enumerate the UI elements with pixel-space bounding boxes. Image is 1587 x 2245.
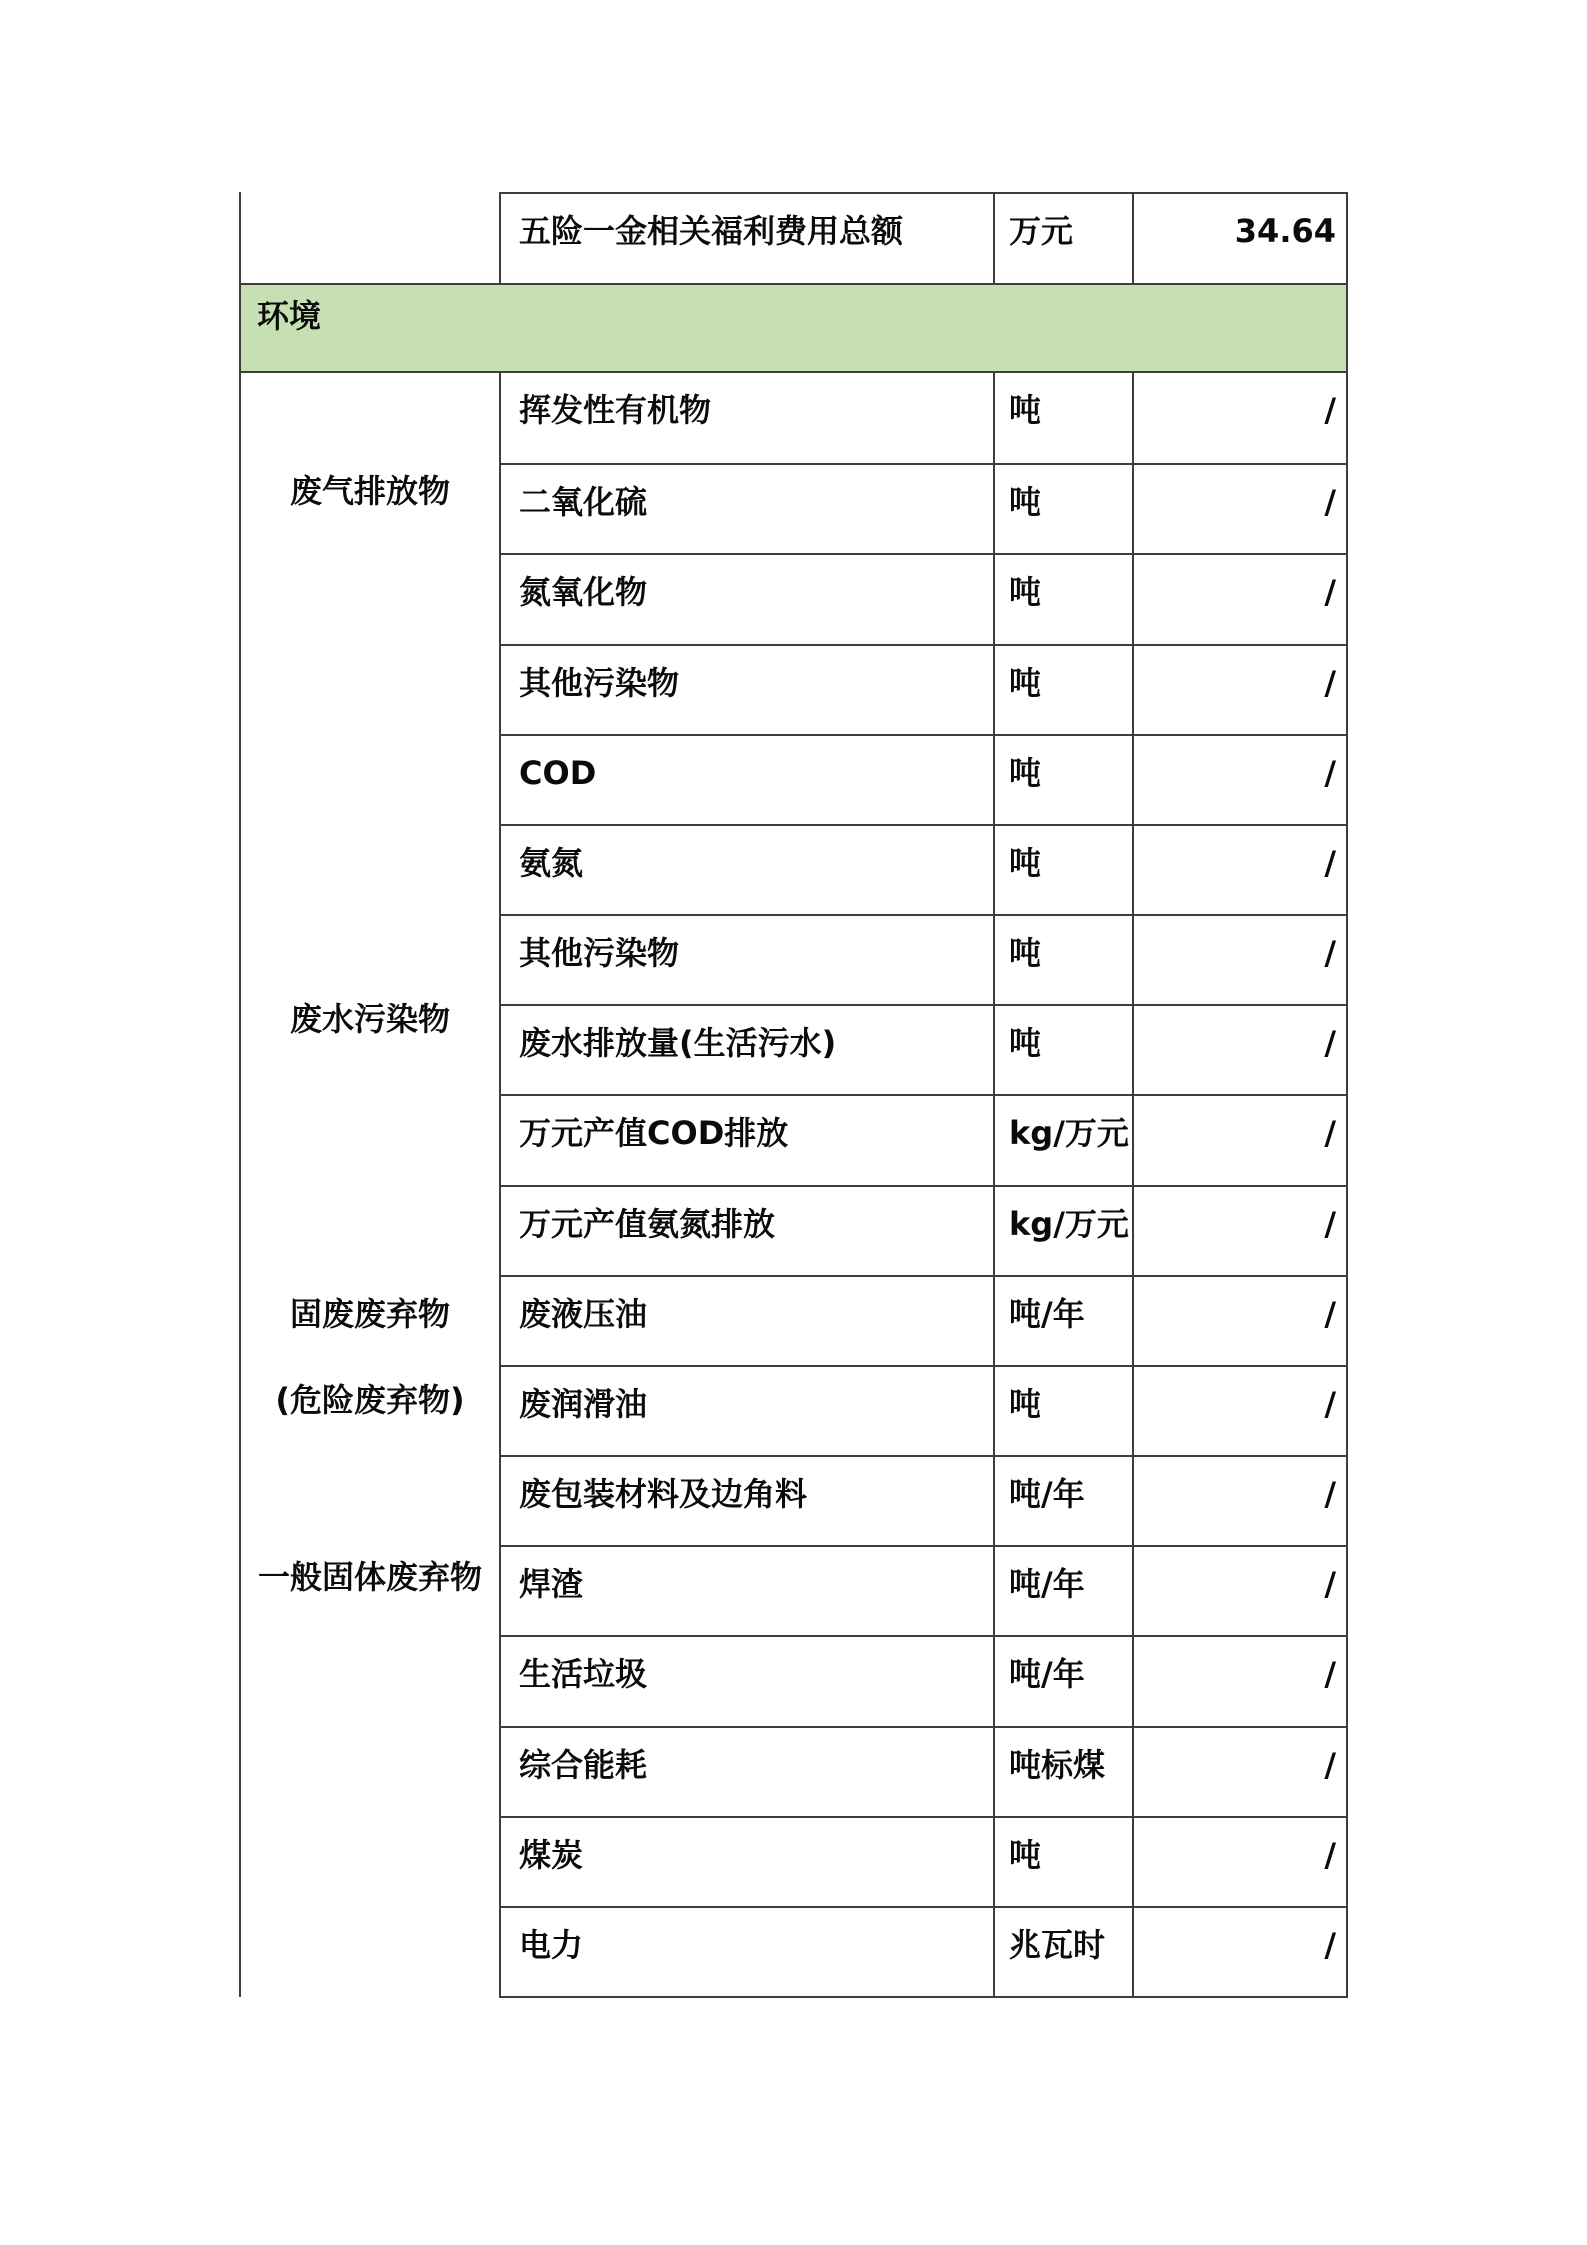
unit-cell: kg/万元 [993,1094,1132,1184]
value-cell: / [1132,1906,1346,1996]
unit-cell: 吨 [993,1004,1132,1094]
indicator-cell: 焊渣 [499,1545,993,1635]
indicator-cell: 电力 [499,1906,993,1996]
value-cell: / [1132,1816,1346,1906]
indicator-cell: 废润滑油 [499,1365,993,1455]
unit-cell: 万元 [993,194,1132,283]
table-row [499,644,1346,734]
section-title: 环境 [257,297,322,335]
unit-cell: 吨/年 [993,1545,1132,1635]
indicator-cell: 挥发性有机物 [499,373,993,463]
unit-cell: 吨 [993,1365,1132,1455]
unit-cell: 吨 [993,914,1132,1004]
value-cell: / [1132,644,1346,734]
unit-cell: 吨 [993,824,1132,914]
value-cell: / [1132,1185,1346,1275]
section-header-environment [239,283,1348,373]
indicator-cell: 二氧化硫 [499,463,993,553]
indicator-cell: 综合能耗 [499,1726,993,1816]
value-cell: / [1132,1726,1346,1816]
table-row [499,1455,1346,1545]
category-label-waste-gas: 废气排放物 [289,472,451,510]
value-cell: / [1132,1365,1346,1455]
table-row [499,1816,1346,1906]
indicator-cell: 其他污染物 [499,644,993,734]
table-row [499,373,1346,463]
table-row [499,824,1346,914]
value-cell: / [1132,824,1346,914]
category-label-solid-waste: 固废废弃物 [289,1295,451,1333]
indicator-cell: 万元产值COD排放 [499,1094,993,1184]
table-row [499,914,1346,1004]
value-cell: / [1132,734,1346,824]
indicator-cell: 氮氧化物 [499,553,993,643]
table-row [499,1094,1346,1184]
value-cell: 34.64 [1132,194,1346,283]
value-cell: / [1132,1455,1346,1545]
table-row [499,1545,1346,1635]
unit-cell: 吨 [993,644,1132,734]
unit-cell: 吨 [993,1816,1132,1906]
table-row [499,734,1346,824]
category-label-general-solid-waste: 一般固体废弃物 [257,1558,483,1596]
table-row [499,1635,1346,1725]
indicator-cell: 废水排放量(生活污水) [499,1004,993,1094]
indicator-cell: 生活垃圾 [499,1635,993,1725]
table-row [499,1365,1346,1455]
unit-cell: kg/万元 [993,1185,1132,1275]
indicator-cell: COD [499,734,993,824]
value-cell: / [1132,1545,1346,1635]
indicator-cell: 废液压油 [499,1275,993,1365]
indicator-cell: 万元产值氨氮排放 [499,1185,993,1275]
value-cell: / [1132,1094,1346,1184]
indicator-cell: 煤炭 [499,1816,993,1906]
unit-cell: 吨 [993,463,1132,553]
category-label-waste-water: 废水污染物 [289,1000,451,1038]
table-row [499,553,1346,643]
unit-cell: 吨 [993,373,1132,463]
value-cell: / [1132,1004,1346,1094]
unit-cell: 兆瓦时 [993,1906,1132,1996]
indicator-cell: 其他污染物 [499,914,993,1004]
unit-cell: 吨/年 [993,1455,1132,1545]
indicator-cell: 氨氮 [499,824,993,914]
value-cell: / [1132,914,1346,1004]
unit-cell: 吨标煤 [993,1726,1132,1816]
value-cell: / [1132,373,1346,463]
table-row [499,1185,1346,1275]
value-cell: / [1132,463,1346,553]
indicator-cell: 废包装材料及边角料 [499,1455,993,1545]
header-carryover-row [499,192,1348,283]
unit-cell: 吨 [993,553,1132,643]
value-cell: / [1132,1635,1346,1725]
indicator-cell: 五险一金相关福利费用总额 [499,194,993,283]
table-row [499,463,1346,553]
unit-cell: 吨 [993,734,1132,824]
table-row [499,1726,1346,1816]
table-row [499,1004,1346,1094]
value-cell: / [1132,1275,1346,1365]
table-row [499,1275,1346,1365]
value-cell: / [1132,553,1346,643]
category-label-hazardous-waste: (危险废弃物) [275,1381,465,1419]
category-column [239,192,499,1997]
unit-cell: 吨/年 [993,1635,1132,1725]
environment-rows [499,373,1348,1998]
unit-cell: 吨/年 [993,1275,1132,1365]
table-row [499,1906,1346,1996]
